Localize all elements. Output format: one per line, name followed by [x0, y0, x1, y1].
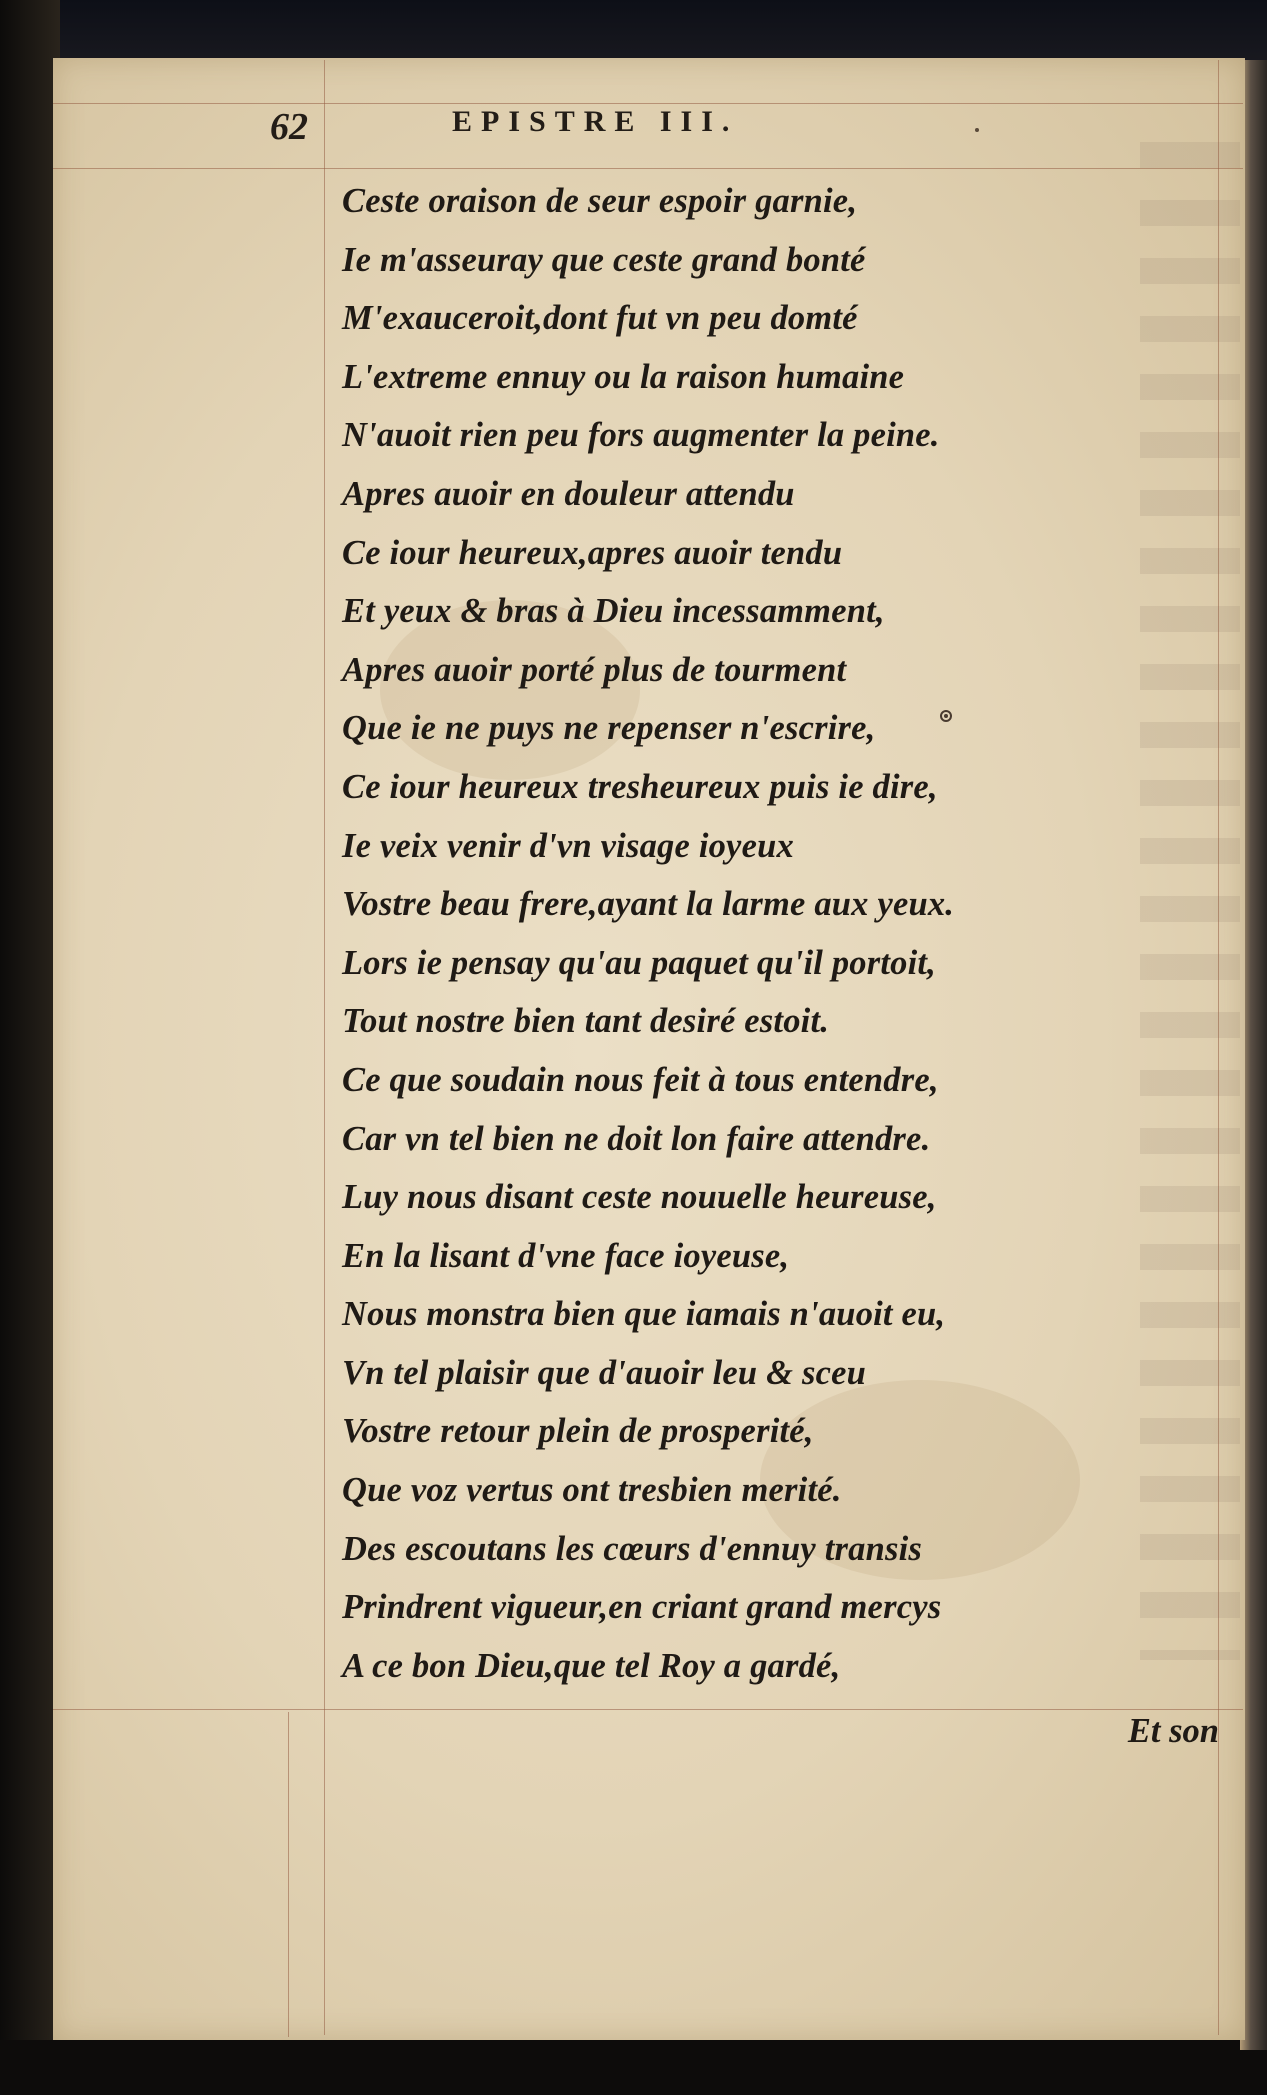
- verse-line: N'auoit rien peu fors augmenter la peine.: [342, 416, 940, 455]
- page-number: 62: [270, 106, 308, 148]
- verse-line: Luy nous disant ceste nouuelle heureuse,: [342, 1178, 937, 1217]
- verse-line: Ce iour heureux tresheureux puis ie dire,: [342, 767, 938, 806]
- text-block-bottom-rule: [53, 1709, 1243, 1710]
- verse-line: Vn tel plaisir que d'auoir leu & sceu: [342, 1353, 867, 1392]
- verse-line: Apres auoir porté plus de tourment: [342, 650, 847, 689]
- printer-mark: [975, 128, 979, 132]
- verse-line: Ce iour heureux,apres auoir tendu: [342, 533, 843, 572]
- verse-line: Car vn tel bien ne doit lon faire attendre.: [342, 1119, 931, 1158]
- verse-line: Apres auoir en douleur attendu: [342, 474, 795, 513]
- verse-line: Prindrent vigueur,en criant grand mercys: [342, 1588, 942, 1627]
- verse-line: M'exauceroit,dont fut vn peu domté: [342, 299, 858, 338]
- catchword: Et son: [1127, 1712, 1219, 1750]
- header-rule-top: [53, 103, 1243, 104]
- verse-line: Vostre retour plein de prosperité,: [342, 1412, 814, 1451]
- poem-text-block: [342, 172, 1182, 1695]
- verse-line: Tout nostre bien tant desiré estoit.: [342, 1002, 830, 1041]
- verse-line: Vostre beau frere,ayant la larme aux yeux.: [342, 885, 955, 924]
- verse-line: Ie m'asseuray que ceste grand bonté: [342, 240, 866, 279]
- header-rule-bottom: [53, 168, 1243, 169]
- verse-line: Des escoutans les cœurs d'ennuy transis: [342, 1529, 923, 1568]
- inner-margin-rule-secondary: [288, 1712, 289, 2037]
- verse-line: Que voz vertus ont tresbien merité.: [342, 1471, 842, 1510]
- ink-ornament-icon: [940, 710, 952, 722]
- verse-line: Ce que soudain nous feit à tous entendre,: [342, 1060, 939, 1099]
- running-title: EPISTRE III.: [452, 105, 739, 138]
- verse-line: Ceste oraison de seur espoir garnie,: [342, 182, 858, 220]
- verse-line: En la lisant d'vne face ioyeuse,: [342, 1236, 790, 1275]
- verse-line: Et yeux & bras à Dieu incessamment,: [342, 592, 885, 631]
- scan-left-background: [0, 0, 60, 2095]
- inner-margin-rule: [324, 60, 325, 2035]
- verse-line: A ce bon Dieu,que tel Roy a gardé,: [342, 1646, 841, 1685]
- verse-line: Nous monstra bien que iamais n'auoit eu,: [342, 1295, 946, 1334]
- verse-line: Que ie ne puys ne repenser n'escrire,: [342, 709, 876, 748]
- verse-line: L'extreme ennuy ou la raison humaine: [342, 357, 905, 396]
- scan-bottom-background: [0, 2040, 1267, 2095]
- verse-line: Ie veix venir d'vn visage ioyeux: [342, 826, 794, 865]
- verse-line: Lors ie pensay qu'au paquet qu'il portoit,: [342, 943, 937, 982]
